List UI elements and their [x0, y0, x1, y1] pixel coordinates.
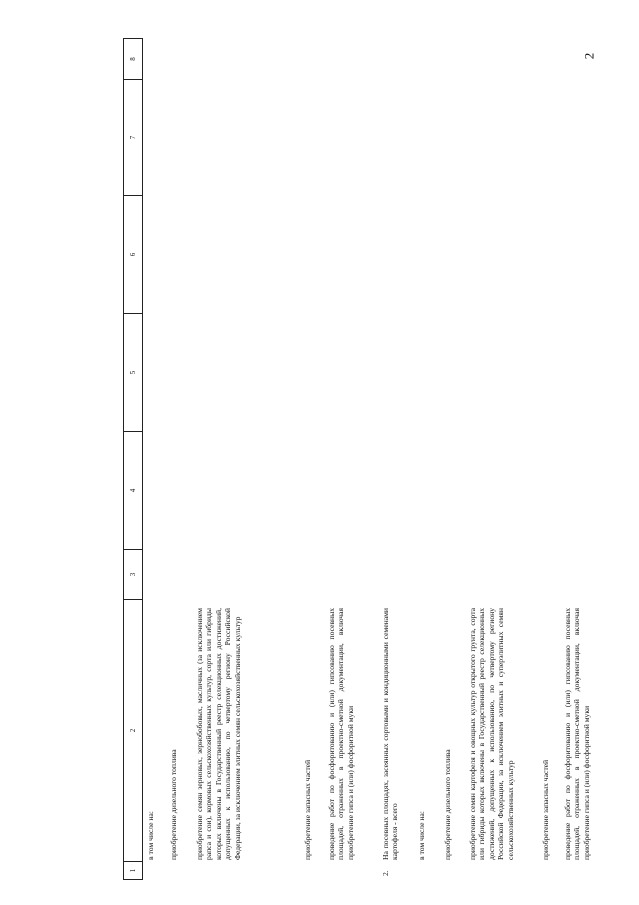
table-row-text: приобретение дизельного топлива — [169, 749, 178, 860]
header-col-6: 6 — [124, 196, 142, 314]
table-body — [123, 120, 623, 880]
table-row-text: На посевных площадях, засеянных сортовыми и кондиционными семенами картофеля - всего — [381, 608, 400, 860]
table-row-text: приобретение семян зерновых, зернобобовых, масличных (за исключением рапса и сои), кормовых сельскохозяйственных культур, сорта или гибриды которых включены в Государственный реестр селекционных достижений, допущенных к использованию, по четвертому региону Российской Федерации, за исключением элитных семян сельскохозяйственных культур — [195, 608, 242, 860]
page-number: 2 — [581, 52, 597, 60]
header-col-8: 8 — [124, 38, 142, 80]
table-row-text: приобретение семян картофеля и овощных культур открытого грунта, сорта или гибриды которых включены в Государственный реестр селекционных достижений, допущенных к использованию, по четвертому региону Российской Федерации, за исключением элитных и суперэлитных семян сельскохозяйственных культур — [468, 608, 515, 860]
table-row-number: 2. — [381, 870, 390, 876]
table-row-text: проведение работ по фосфоритованию и (или) гипсованию посевных площадей, отраженных в проектно-сметной документации, включая приобретение гипса и (или) фосфоритной муки — [563, 608, 591, 860]
table-row-text: проведение работ по фосфоритованию и (или) гипсованию посевных площадей, отраженных в проектно-сметной документации, включая приобретение гипса и (или) фосфоритной муки — [327, 608, 355, 860]
table-row-text: приобретение запасных частей — [303, 759, 312, 860]
table-row-text: приобретение запасных частей — [541, 759, 550, 860]
header-col-7: 7 — [124, 80, 142, 196]
table-row-text: в том числе на: — [146, 811, 155, 860]
header-col-2: 2 — [124, 600, 142, 862]
header-col-1: 1 — [124, 862, 142, 880]
header-col-3: 3 — [124, 550, 142, 600]
header-col-4: 4 — [124, 432, 142, 550]
table-row-text: в том числе на: — [417, 811, 426, 860]
header-col-5: 5 — [124, 314, 142, 432]
table-row-text: приобретение дизельного топлива — [443, 749, 452, 860]
